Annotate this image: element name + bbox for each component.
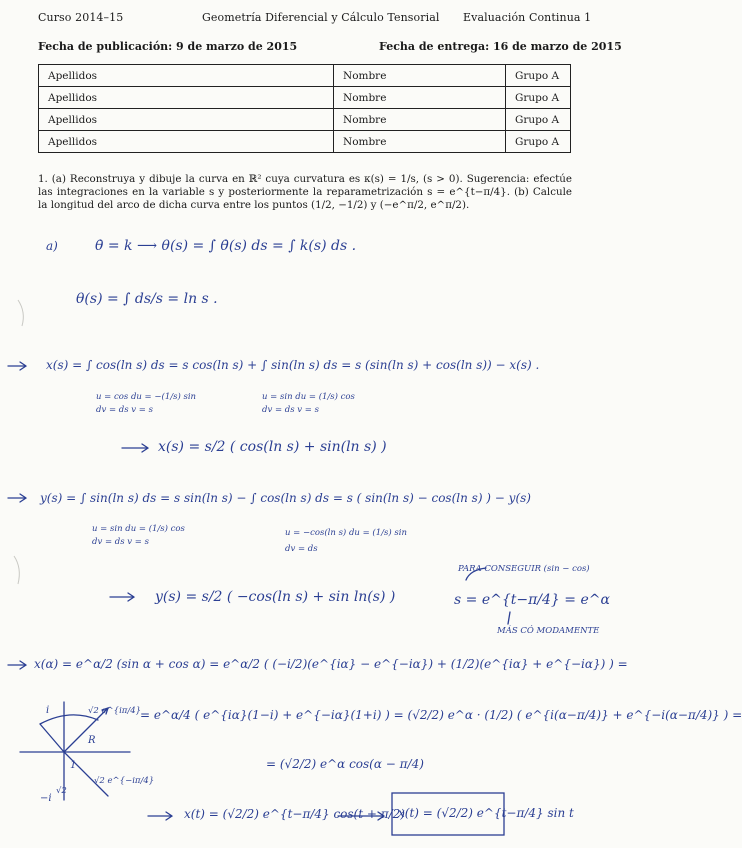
due-date: Fecha de entrega: 16 de marzo de 2015: [379, 40, 622, 53]
equation-x-alpha-expanded: = e^α/4 ( e^{iα}(1−i) + e^{−iα}(1+i) ) = (√2/2) e^α · (1/2) ( e^{i(α−π/4)} + e^{−i(α−π/4)} ) =: [140, 708, 742, 722]
arrow-icon: [122, 444, 148, 452]
equation-theta-integral: θ(s) = ∫ ds/s = ln s .: [76, 291, 218, 307]
equation-x-alpha: x(α) = e^α/2 (sin α + cos α) = e^α/2 ( (−i/2)(e^{iα} − e^{−iα}) + (1/2)(e^{iα} + e^{−iα}) ) =: [34, 657, 628, 671]
name-field[interactable]: Nombre: [334, 131, 506, 153]
student-row: [39, 131, 571, 153]
note-pointer: [508, 612, 510, 624]
parts-note: dv = ds v = s: [262, 405, 319, 415]
margin-note: PARA CONSEGUIR (sin − cos): [458, 564, 590, 574]
problem-statement: 1. (a) Reconstruya y dibuje la curva en ℝ² cuya curvatura es κ(s) = 1/s, (s > 0). Sugerencia: efectúe las integraciones en la variable s y posteriormente la reparametrización s = e^{t−π/4}. (b) Calcule la longitud del arco de dicha curva entre los puntos (1/2, −1/2) y (−e^π/2, e^π/2).: [38, 173, 572, 211]
parts-note: u = sin du = (1/s) cos: [92, 524, 185, 534]
arrow-icon: [110, 593, 134, 601]
group-cell: Grupo A: [506, 131, 571, 153]
group-cell: Grupo A: [506, 65, 571, 87]
arrow-icon: [8, 494, 26, 502]
group-cell: Grupo A: [506, 109, 571, 131]
parts-note: dv = ds: [285, 544, 318, 554]
surname-field[interactable]: Apellidos: [39, 65, 334, 87]
equation-x-integration: x(s) = ∫ cos(ln s) ds = s cos(ln s) + ∫ sin(ln s) ds = s (sin(ln s) + cos(ln s)) − x(s) .: [46, 358, 540, 372]
punch-hole: [18, 300, 23, 326]
diagram-vector: [64, 752, 108, 796]
student-table: [38, 64, 571, 153]
diagram-vector: [40, 724, 64, 752]
equation-y-result: y(s) = s/2 ( −cos(ln s) + sin ln(s) ): [155, 589, 396, 605]
diagram-label: R: [88, 735, 96, 746]
student-row: [39, 87, 571, 109]
diagram-label: −i: [40, 793, 52, 804]
margin-note: MÁS CÓ MODAMENTE: [497, 626, 600, 636]
diagram-label: √2: [56, 786, 67, 796]
equation-y-integration: y(s) = ∫ sin(ln s) ds = s sin(ln s) − ∫ cos(ln s) ds = s ( sin(ln s) − cos(ln s) ) − y(s): [40, 491, 531, 505]
surname-field[interactable]: Apellidos: [39, 131, 334, 153]
diagram-label: √2 e^{−iπ/4}: [94, 776, 155, 786]
parts-note: u = −cos(ln s) du = (1/s) sin: [285, 528, 407, 538]
publication-date: Fecha de publicación: 9 de marzo de 2015: [38, 40, 298, 53]
equation-theta: θ̇ = k ⟶ θ(s) = ∫ θ̇(s) ds = ∫ k(s) ds .: [95, 238, 357, 254]
equation-x-alpha-cos: = (√2/2) e^α cos(α − π/4): [266, 757, 424, 771]
name-field[interactable]: Nombre: [334, 109, 506, 131]
course-title: Geometría Diferencial y Cálculo Tensorial: [202, 11, 440, 24]
arrow-icon: [148, 812, 172, 820]
part-a-label: a): [46, 239, 58, 253]
equation-x-result: x(s) = s/2 ( cos(ln s) + sin(ln s) ): [158, 439, 387, 455]
parts-note: u = cos du = −(1/s) sin: [96, 392, 197, 402]
parts-note: dv = ds v = s: [96, 405, 153, 415]
evaluation-label: Evaluación Continua 1: [463, 11, 592, 24]
parts-note: dv = ds v = s: [92, 537, 149, 547]
surname-field[interactable]: Apellidos: [39, 87, 334, 109]
name-field[interactable]: Nombre: [334, 87, 506, 109]
diagram-label: 1: [70, 760, 77, 771]
student-row: [39, 65, 571, 87]
boxed-result: x(t) = (√2/2) e^{t−π/4} sin t: [398, 806, 574, 820]
name-field[interactable]: Nombre: [334, 65, 506, 87]
equation-x-t: x(t) = (√2/2) e^{t−π/4} cos(t + π/2): [184, 807, 405, 821]
student-row: [39, 109, 571, 131]
arrow-icon: [8, 661, 26, 669]
diagram-label: √2 e^{iπ/4}: [88, 706, 142, 716]
group-cell: Grupo A: [506, 87, 571, 109]
course-label: Curso 2014–15: [38, 11, 124, 24]
surname-field[interactable]: Apellidos: [39, 109, 334, 131]
parts-note: u = sin du = (1/s) cos: [262, 392, 355, 402]
punch-hole: [14, 556, 19, 584]
diagram-label: i: [46, 705, 50, 716]
diagram-arc: [40, 715, 98, 724]
arrow-icon: [8, 362, 26, 370]
substitution-note: s = e^{t−π/4} = e^α: [454, 592, 610, 608]
